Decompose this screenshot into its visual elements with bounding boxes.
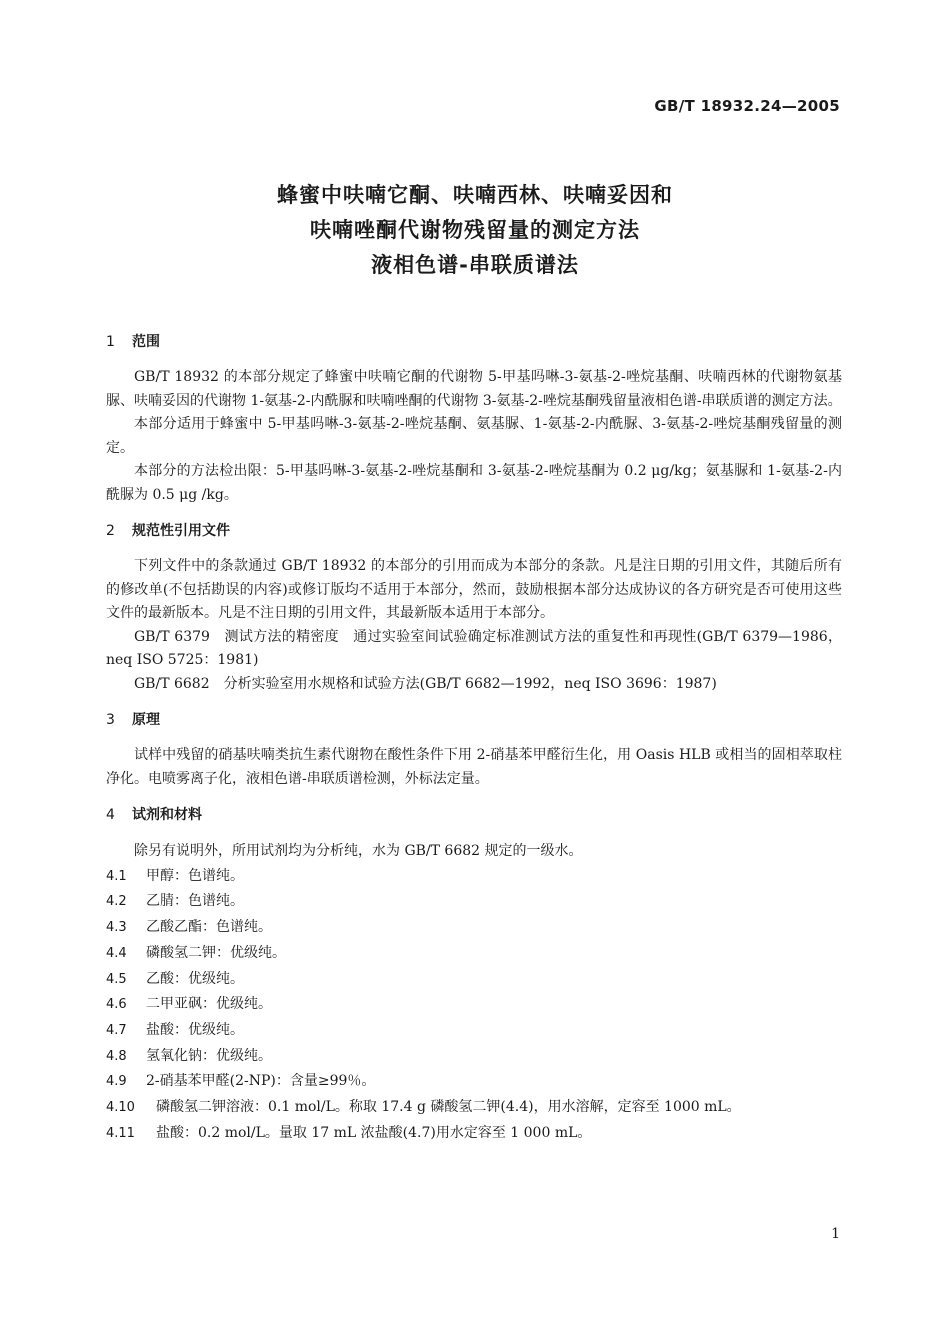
section-heading bbox=[106, 330, 842, 354]
item-number: 4.5 bbox=[106, 971, 127, 987]
section-title: 规范性引用文件 bbox=[132, 523, 230, 539]
item-text: 甲醇：色谱纯。 bbox=[146, 867, 244, 884]
section-number: 4 bbox=[106, 807, 115, 823]
item-text: 2-硝基苯甲醛(2-NP)：含量≥99％。 bbox=[146, 1073, 376, 1090]
reference-entry: GB/T 6379 测试方法的精密度 通过实验室间试验确定标准测试方法的重复性和再现性(GB/T 6379—1986，neq ISO 5725：1981) bbox=[106, 628, 842, 668]
section-heading bbox=[106, 519, 842, 543]
list-item bbox=[106, 1069, 842, 1095]
list-item bbox=[106, 1095, 842, 1121]
paragraph: 试样中残留的硝基呋喃类抗生素代谢物在酸性条件下用 2-硝基苯甲醛衍生化，用 Oasis HLB 或相当的固相萃取柱净化。电喷雾离子化，液相色谱-串联质谱检测，外标法定量。 bbox=[106, 747, 842, 787]
item-number: 4.4 bbox=[106, 945, 127, 961]
item-text: 乙酸：优级纯。 bbox=[146, 970, 244, 987]
document-title bbox=[0, 178, 950, 283]
list-item bbox=[106, 889, 842, 915]
item-number: 4.1 bbox=[106, 868, 127, 884]
item-text: 磷酸氢二钾：优级纯。 bbox=[146, 944, 286, 961]
item-number: 4.7 bbox=[106, 1022, 127, 1038]
section-reagents bbox=[106, 803, 842, 1146]
title-line: 液相色谱-串联质谱法 bbox=[371, 253, 579, 277]
item-number: 4.6 bbox=[106, 997, 127, 1013]
paragraph: GB/T 18932 的本部分规定了蜂蜜中呋喃它酮的代谢物 5-甲基吗啉-3-氨基-2-唑烷基酮、呋喃西林的代谢物氨基脲、呋喃妥因的代谢物 1-氨基-2-内酰脲和呋喃唑酮的代谢物 3-氨基-2-唑烷基酮残留量液相色谱-串联质谱的测定方法。 bbox=[106, 369, 842, 409]
section-normative-references bbox=[106, 519, 842, 696]
paragraph: 下列文件中的条款通过 GB/T 18932 的本部分的引用而成为本部分的条款。凡是注日期的引用文件，其随后所有的修改单(不包括勘误的内容)或修订版均不适用于本部分，然而，鼓励根据本部分达成协议的各方研究是否可使用这些文件的最新版本。凡是不注日期的引用文件，其最新版本适用于本部分。 bbox=[106, 558, 842, 621]
item-text: 乙腈：色谱纯。 bbox=[146, 893, 244, 910]
item-number: 4.9 bbox=[106, 1074, 127, 1090]
section-number: 2 bbox=[106, 523, 115, 539]
section-title: 范围 bbox=[132, 334, 160, 350]
paragraph: 除另有说明外，所用试剂均为分析纯，水为 GB/T 6682 规定的一级水。 bbox=[134, 843, 583, 859]
list-item bbox=[106, 941, 842, 967]
document-body bbox=[106, 330, 842, 1146]
section-number: 1 bbox=[106, 334, 115, 350]
item-number: 4.10 bbox=[106, 1100, 135, 1116]
title-line: 蜂蜜中呋喃它酮、呋喃西林、呋喃妥因和 bbox=[277, 183, 673, 207]
page-number: 1 bbox=[831, 1226, 840, 1242]
item-text: 二甲亚砜：优级纯。 bbox=[146, 996, 272, 1013]
list-item bbox=[106, 915, 842, 941]
item-number: 4.8 bbox=[106, 1048, 127, 1064]
list-item bbox=[106, 1018, 842, 1044]
section-heading bbox=[106, 708, 842, 732]
section-title: 试剂和材料 bbox=[132, 807, 202, 823]
list-item bbox=[106, 1044, 842, 1070]
item-text: 氢氧化钠：优级纯。 bbox=[146, 1047, 272, 1064]
list-item bbox=[106, 967, 842, 993]
list-item bbox=[106, 992, 842, 1018]
item-number: 4.11 bbox=[106, 1125, 135, 1141]
section-title: 原理 bbox=[132, 712, 160, 728]
section-principle bbox=[106, 708, 842, 791]
paragraph: 本部分适用于蜂蜜中 5-甲基吗啉-3-氨基-2-唑烷基酮、氨基脲、1-氨基-2-内酰脲、3-氨基-2-唑烷基酮残留量的测定。 bbox=[106, 416, 842, 456]
item-text: 盐酸：优级纯。 bbox=[146, 1021, 244, 1038]
item-text: 乙酸乙酯：色谱纯。 bbox=[146, 919, 272, 936]
section-scope bbox=[106, 330, 842, 507]
title-line: 呋喃唑酮代谢物残留量的测定方法 bbox=[310, 218, 640, 242]
item-number: 4.2 bbox=[106, 894, 127, 910]
standard-code: GB/T 18932.24—2005 bbox=[654, 97, 840, 115]
reference-entry: GB/T 6682 分析实验室用水规格和试验方法(GB/T 6682—1992，neq ISO 3696：1987) bbox=[134, 675, 717, 692]
list-item bbox=[106, 864, 842, 890]
paragraph: 本部分的方法检出限：5-甲基吗啉-3-氨基-2-唑烷基酮和 3-氨基-2-唑烷基酮为 0.2 μg/kg；氨基脲和 1-氨基-2-内酰脲为 0.5 μg /kg。 bbox=[106, 463, 842, 503]
item-text: 磷酸氢二钾溶液：0.1 mol/L。称取 17.4 g 磷酸氢二钾(4.4)，用水溶解，定容至 1000 mL。 bbox=[156, 1099, 741, 1116]
section-number: 3 bbox=[106, 712, 115, 728]
section-heading bbox=[106, 803, 842, 827]
item-text: 盐酸：0.2 mol/L。量取 17 mL 浓盐酸(4.7)用水定容至 1 000 mL。 bbox=[156, 1124, 592, 1141]
list-item bbox=[106, 1121, 842, 1147]
item-number: 4.3 bbox=[106, 920, 127, 936]
